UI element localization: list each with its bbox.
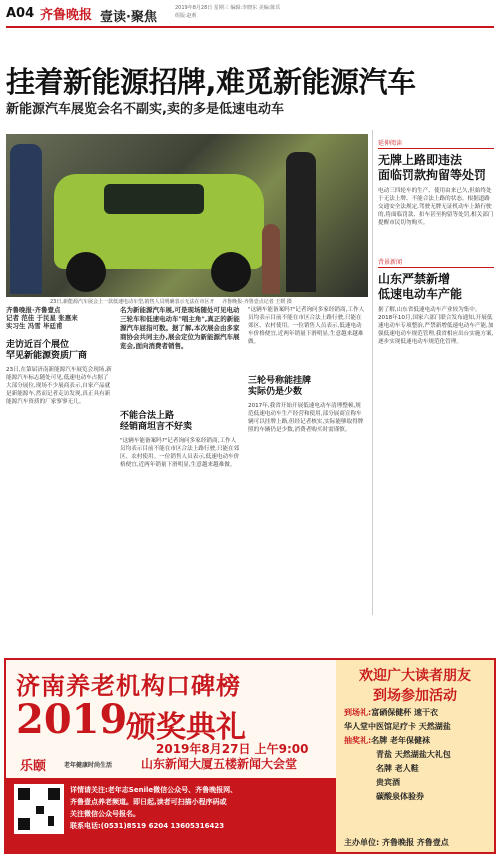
gift-row xyxy=(336,720,494,734)
ad-welcome: 欢迎广大读者朋友 到场参加活动 xyxy=(359,668,471,704)
gift-row xyxy=(336,790,494,804)
gift-row xyxy=(336,776,494,790)
article-column-middle xyxy=(120,306,240,469)
column-divider xyxy=(372,130,373,615)
photo-caption xyxy=(50,298,368,305)
sidebar-tag: 延伸阅读 xyxy=(378,138,494,149)
gift-row xyxy=(336,706,494,720)
gift-text: 华人堂中医馆足疗卡 天然湖盐 xyxy=(344,722,451,731)
sidebar-paragraph: 电动三四轮车的生产、使用由来已久,但始终处于无法上牌、不能合法上路的状态。根据道路交通安全法规定,驾驶无牌无证机动车上路行驶的,将面临罚款、扣车甚至拘留等处罚,相关部门提醒市民切勿购买。 xyxy=(378,188,494,226)
article-paragraph: 名为新能源汽车展,可是现场随处可见电动三轮车和低速电动车"唱主角",真正的新能源汽车屈指可数。据了解,本次展会由多家商协会共同主办,展会定位为新能源汽车展览会,面向消费者销售。 xyxy=(120,306,240,350)
headline: 挂着新能源招牌,难觅新能源汽车 xyxy=(6,65,416,99)
article-column-left xyxy=(6,306,114,406)
ad-title: 济南养老机构口碑榜 xyxy=(16,672,241,700)
gift-text: 青盐 天然湖盐大礼包 xyxy=(376,750,451,759)
gift-text: 名牌 老年保健袜 xyxy=(371,736,430,745)
sidebar-tag: 背景新闻 xyxy=(378,257,494,268)
subheadline: 新能源汽车展览会名不副实,卖的多是低速电动车 xyxy=(6,102,284,117)
ad-phone: 联系电话:(0531)8519 6204 13605316423 xyxy=(70,822,225,830)
article-column-right xyxy=(248,306,366,434)
ad-date: 2019年8月27日 上午9:00 xyxy=(156,742,309,756)
header-rule xyxy=(6,26,494,28)
qr-code-icon[interactable] xyxy=(14,784,64,834)
gift-text: 贵宾酒 xyxy=(376,778,400,787)
news-photo xyxy=(6,134,368,297)
ad-brand-slogan: 老年健康时尚生活 xyxy=(64,762,113,769)
ad-info-line: 关注微信公众号报名。 xyxy=(70,810,140,818)
person-figure xyxy=(10,144,42,294)
gift-text: 富硒保健杯 速干衣 xyxy=(371,708,438,717)
ad-ceremony: 颁奖典礼 xyxy=(126,710,246,745)
article-paragraph: 23日,在第届济南新能源汽车展览会现场,新能源汽车标志随处可见,低速电动车占据了大部分展位,现场不少展商表示,自家产品就是新能源车,然而记者走访发现,真正具有新能源汽车资质的厂家寥寥无几。 xyxy=(6,367,112,405)
ad-gift-panel xyxy=(336,660,494,852)
ad-year: 2019 xyxy=(16,696,128,743)
header-meta: 2019年8月28日 星期三 编辑:李晓东 美编:陈乐 组版:赵莉 xyxy=(175,5,281,19)
photo-credit: 齐鲁晚报·齐鲁壹点记者 王媛 摄 xyxy=(222,299,292,305)
article-subtitle: 走访近百个展位 罕见新能源资质厂商 xyxy=(6,340,88,361)
car-wheel xyxy=(66,252,106,292)
byline: 齐鲁晚报·齐鲁壹点 记者 范佳 于民星 张惠来 实习生 冯雪 毕廷甫 xyxy=(6,306,78,330)
gift-text: 碳酸泉体验券 xyxy=(376,792,424,801)
ad-info-line: 齐鲁壹点养老频道。即日起,读者可扫描小程序码或 xyxy=(70,798,227,806)
newspaper-logo: 齐鲁晚报 xyxy=(40,8,93,23)
gift-row xyxy=(336,734,494,748)
ad-brand-logo: 乐颐 xyxy=(20,759,47,774)
ad-contact-info xyxy=(70,784,332,832)
section-title: 壹读·聚焦 xyxy=(100,10,157,25)
article-subtitle: 三轮号称能挂牌 实际仍是少数 xyxy=(248,376,312,397)
gift-label: 抽奖礼: xyxy=(344,736,372,745)
sidebar-title: 山东严禁新增 低速电动车产能 xyxy=(378,272,463,301)
gift-text: 名牌 老人鞋 xyxy=(376,764,419,773)
ad-info-panel xyxy=(6,778,336,852)
article-paragraph: "这辆车能备案吗?"记者询问多家经销商,工作人员均表示目前不能在市区合法上路行驶,只能在郊区、农村使用。一位销售人员表示,低速电动车价格便宜,近两年销量下滑明显,生意越来越难做。 xyxy=(248,307,365,345)
sidebar-paragraph: 据了解,山东省低速电动车产业较为集中。2018年10月,国家六部门联合发布通知,开展低速电动车专项整治,严禁新增低速电动车产能,加强低速电动车规范管理,我省相应出台实施方案,逐步实现低速电动车规范化管理。 xyxy=(378,307,494,345)
ad-info-line: 详情请关注:老年志Senile微信公众号、齐鲁晚报网、 xyxy=(70,786,238,794)
ad-venue: 山东新闻大厦五楼新闻大会堂 xyxy=(141,757,298,771)
article-paragraph: "这辆车能备案吗?"记者询问多家经销商,工作人员均表示目前不能在市区合法上路行驶,只能在郊区、农村使用。一位销售人员表示,低速电动车价格便宜,近两年销量下滑明显,生意越来越难做。 xyxy=(120,438,240,468)
gift-row xyxy=(336,748,494,762)
page-number: A04 xyxy=(6,6,35,21)
ad-host: 主办单位: 齐鲁晚报 齐鲁壹点 xyxy=(344,838,449,847)
car-window xyxy=(104,184,204,214)
person-figure xyxy=(286,152,316,292)
advertisement xyxy=(4,658,496,854)
gift-label: 到场礼: xyxy=(344,708,372,717)
article-paragraph: 2017年,我省开始开展低速电动车清理整顿,规范低速电动车生产经营和使用,部分展商宣称车辆可以挂牌上路,但经记者核实,实际能够取得牌照的车辆仍是少数,消费者购买时需谨慎。 xyxy=(248,403,364,433)
child-figure xyxy=(262,224,280,294)
article-subtitle: 不能合法上路 经销商坦言不好卖 xyxy=(120,411,193,432)
caption-text: 23日,新能源汽车展会上一款低速电动车型,销售人员明确表示无法在市区开 xyxy=(50,299,215,305)
car-wheel xyxy=(211,252,251,292)
sidebar xyxy=(378,138,494,346)
sidebar-title: 无牌上路即违法 面临罚款拘留等处罚 xyxy=(378,153,487,182)
gift-row xyxy=(336,762,494,776)
